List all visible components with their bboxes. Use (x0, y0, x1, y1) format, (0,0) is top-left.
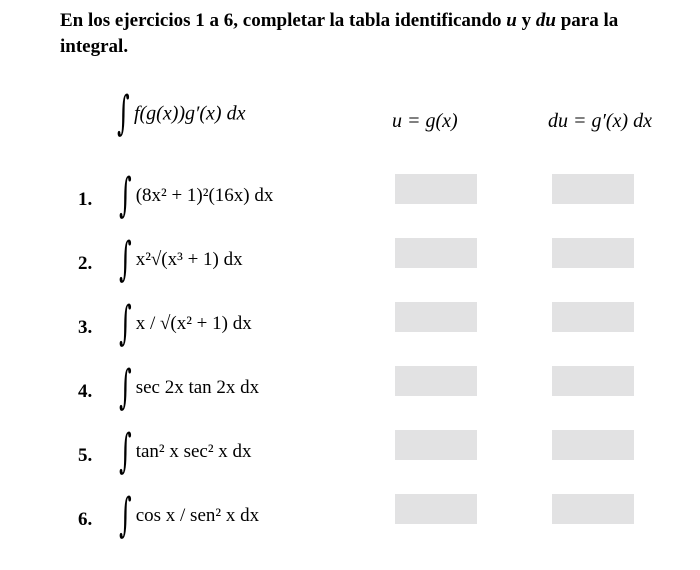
du-answer-box[interactable] (552, 238, 634, 268)
exercise-number: 6. (78, 509, 93, 530)
exercise-number: 1. (78, 189, 93, 210)
integral-sign-icon: ∫ (117, 86, 130, 141)
header-integral (112, 86, 246, 141)
integral-sign-icon: ∫ (119, 168, 132, 223)
exercise-number: 5. (78, 445, 93, 466)
header-integral-expression: f(g(x))g′(x) dx (133, 102, 246, 125)
du-answer-box[interactable] (552, 302, 634, 332)
exercise-number: 2. (78, 253, 93, 274)
exercise-integrand (114, 424, 252, 479)
integral-sign-icon: ∫ (119, 488, 132, 543)
table-header (0, 86, 700, 152)
integrand-text: x²√(x³ + 1) dx (135, 249, 243, 270)
integral-sign-icon: ∫ (119, 360, 132, 415)
exercise-integrand (114, 296, 252, 351)
u-answer-box[interactable] (395, 174, 477, 204)
exercise-integrand (114, 232, 243, 287)
integral-sign-icon: ∫ (119, 232, 132, 287)
du-answer-box[interactable] (552, 174, 634, 204)
exercise-row-6 (0, 488, 700, 550)
u-answer-box[interactable] (395, 302, 477, 332)
exercise-row-2 (0, 232, 700, 294)
exercise-row-5 (0, 424, 700, 486)
integrand-text: sec 2x tan 2x dx (135, 377, 260, 398)
integrand-text: (8x² + 1)²(16x) dx (135, 185, 274, 206)
integral-sign-icon: ∫ (119, 296, 132, 351)
du-answer-box[interactable] (552, 430, 634, 460)
integrand-text: x / √(x² + 1) dx (135, 313, 252, 334)
u-answer-box[interactable] (395, 366, 477, 396)
exercise-integrand (114, 360, 260, 415)
u-answer-box[interactable] (395, 430, 477, 460)
exercise-row-1 (0, 168, 700, 230)
instructions: En los ejercicios 1 a 6, completar la tabla identificando u y du para la integral. (60, 10, 619, 57)
exercise-number: 3. (78, 317, 93, 338)
exercise-integrand (114, 488, 260, 543)
exercise-integrand (114, 168, 274, 223)
du-answer-box[interactable] (552, 366, 634, 396)
integrand-text: tan² x sec² x dx (135, 441, 252, 462)
exercise-row-4 (0, 360, 700, 422)
u-answer-box[interactable] (395, 494, 477, 524)
exercise-number: 4. (78, 381, 93, 402)
exercise-row-3 (0, 296, 700, 358)
integrand-text: cos x / sen² x dx (135, 505, 260, 526)
integral-sign-icon: ∫ (119, 424, 132, 479)
du-answer-box[interactable] (552, 494, 634, 524)
u-answer-box[interactable] (395, 238, 477, 268)
header-du: du = g′(x) dx (548, 110, 652, 132)
header-u: u = g(x) (392, 110, 458, 132)
